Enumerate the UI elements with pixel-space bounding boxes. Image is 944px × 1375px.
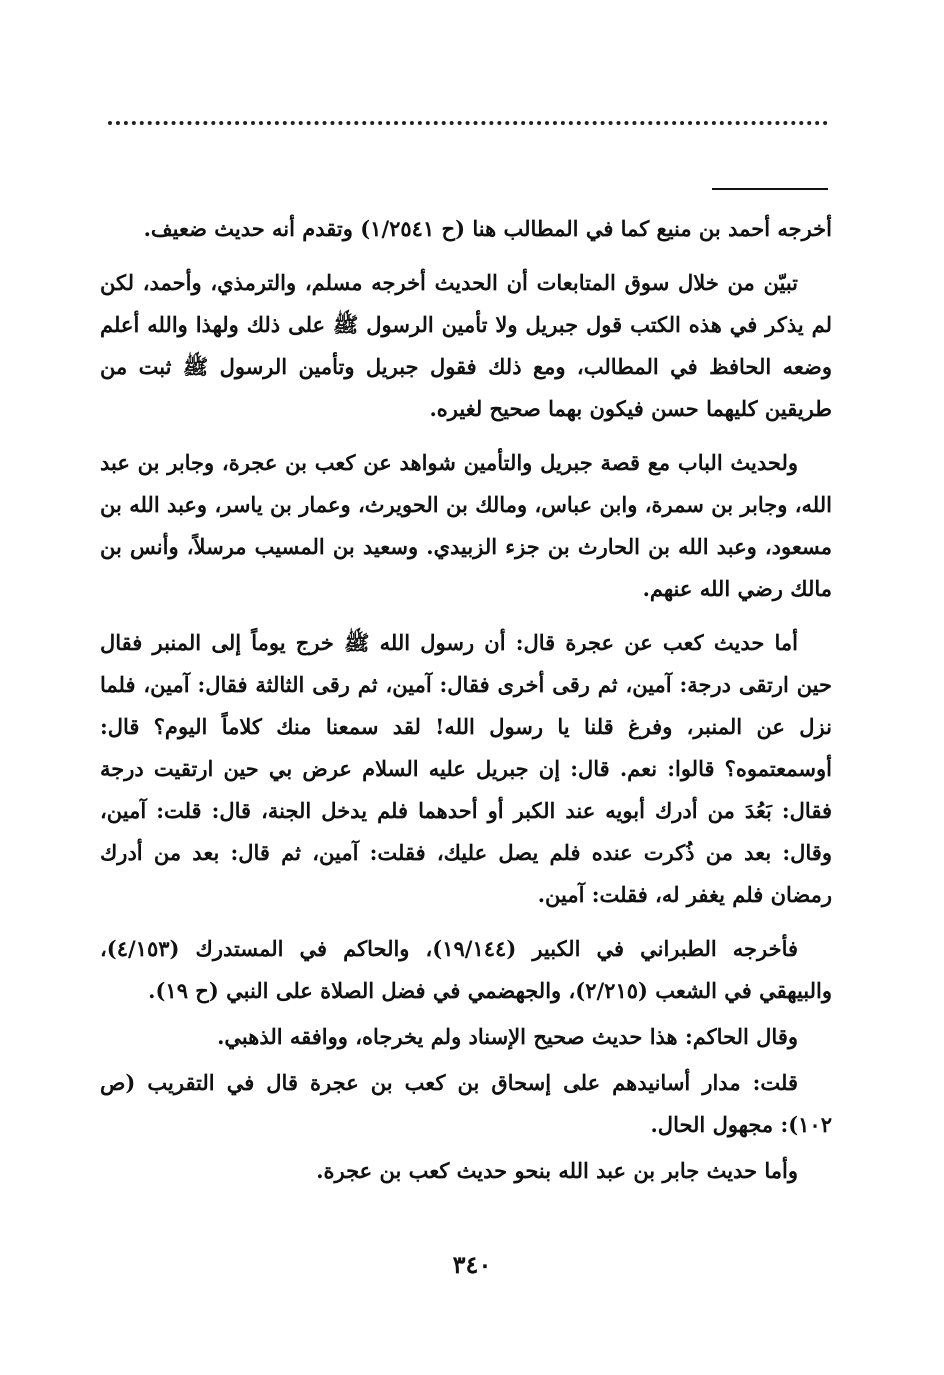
- paragraph-jabir: وأما حديث جابر بن عبد الله بنحو حديث كعب بن عجرة.: [316, 1158, 798, 1183]
- page-body: [100, 208, 832, 1204]
- paragraph-witnesses: ولحديث الباب مع قصة جبريل والتأمين شواهد عن كعب بن عجرة، وجابر بن عبد الله، وجابر بن سمرة، وابن عباس، ومالك بن الحويرث، وعمار بن ياسر، وعبد الله بن مسعود، وعبد الله بن الحارث بن جزء الزبيدي. وسعيد بن المسيب مرسلاً، وأنس بن مالك رضي الله عنهم.: [100, 450, 832, 601]
- footnote-rule: [712, 188, 828, 190]
- paragraph-hakim: وقال الحاكم: هذا حديث صحيح الإسناد ولم يخرجاه، ووافقه الذهبي.: [217, 1024, 798, 1049]
- paragraph-note: قلت: مدار أسانيدهم على إسحاق بن كعب بن عجرة قال في التقريب (ص ١٠٢): مجهول الحال.: [100, 1070, 832, 1137]
- dotted-separator: [108, 121, 828, 125]
- paragraph-kaab-hadith: أما حديث كعب عن عجرة قال: أن رسول الله ﷺ خرج يوماً إلى المنبر فقال حين ارتقى درجة: آمين، ثم رقى أخرى فقال: آمين، ثم رقى الثالثة فقال: آمين، فلما نزل عن المنبر، وفرغ قلنا يا رسول الله! لقد سمعنا منك كلاماً اليوم؟ قال: أوسمعتموه؟ قالوا: نعم. قال: إن جبريل عليه السلام عرض بي حين ارتقيت درجة فقال: بَعُدَ من أدرك أبويه عند الكبر أو أحدهما فلم يدخل الجنة، قال: قلت: آمين، وقال: بعد من ذُكرت عنده فلم يصل عليك، فقلت: آمين، ثم قال: بعد من أدرك رمضان فلم يغفر له، فقلت: آمين.: [100, 630, 832, 907]
- page-number: ٣٤٠: [452, 1250, 492, 1279]
- paragraph-takhrij: فأخرجه الطبراني في الكبير (١٩/١٤٤)، والحاكم في المستدرك (٤/١٥٣)، والبيهقي في الشعب (٢/٢١٥)، والجهضمي في فضل الصلاة على النبي (ح ١٩).: [100, 936, 832, 1003]
- paragraph-conclusion: تبيّن من خلال سوق المتابعات أن الحديث أخرجه مسلم، والترمذي، وأحمد، لكن لم يذكر في هذه الكتب قول جبريل ولا تأمين الرسول ﷺ على ذلك ولهذا والله أعلم وضعه الحافظ في المطالب، ومع ذلك فقول جبريل وتأمين الرسول ﷺ ثبت من طريقين كليهما حسن فيكون بهما صحيح لغيره.: [100, 270, 832, 421]
- paragraph-footnote-continuation: أخرجه أحمد بن منيع كما في المطالب هنا (ح ١/٢٥٤١) وتقدم أنه حديث ضعيف.: [143, 216, 832, 241]
